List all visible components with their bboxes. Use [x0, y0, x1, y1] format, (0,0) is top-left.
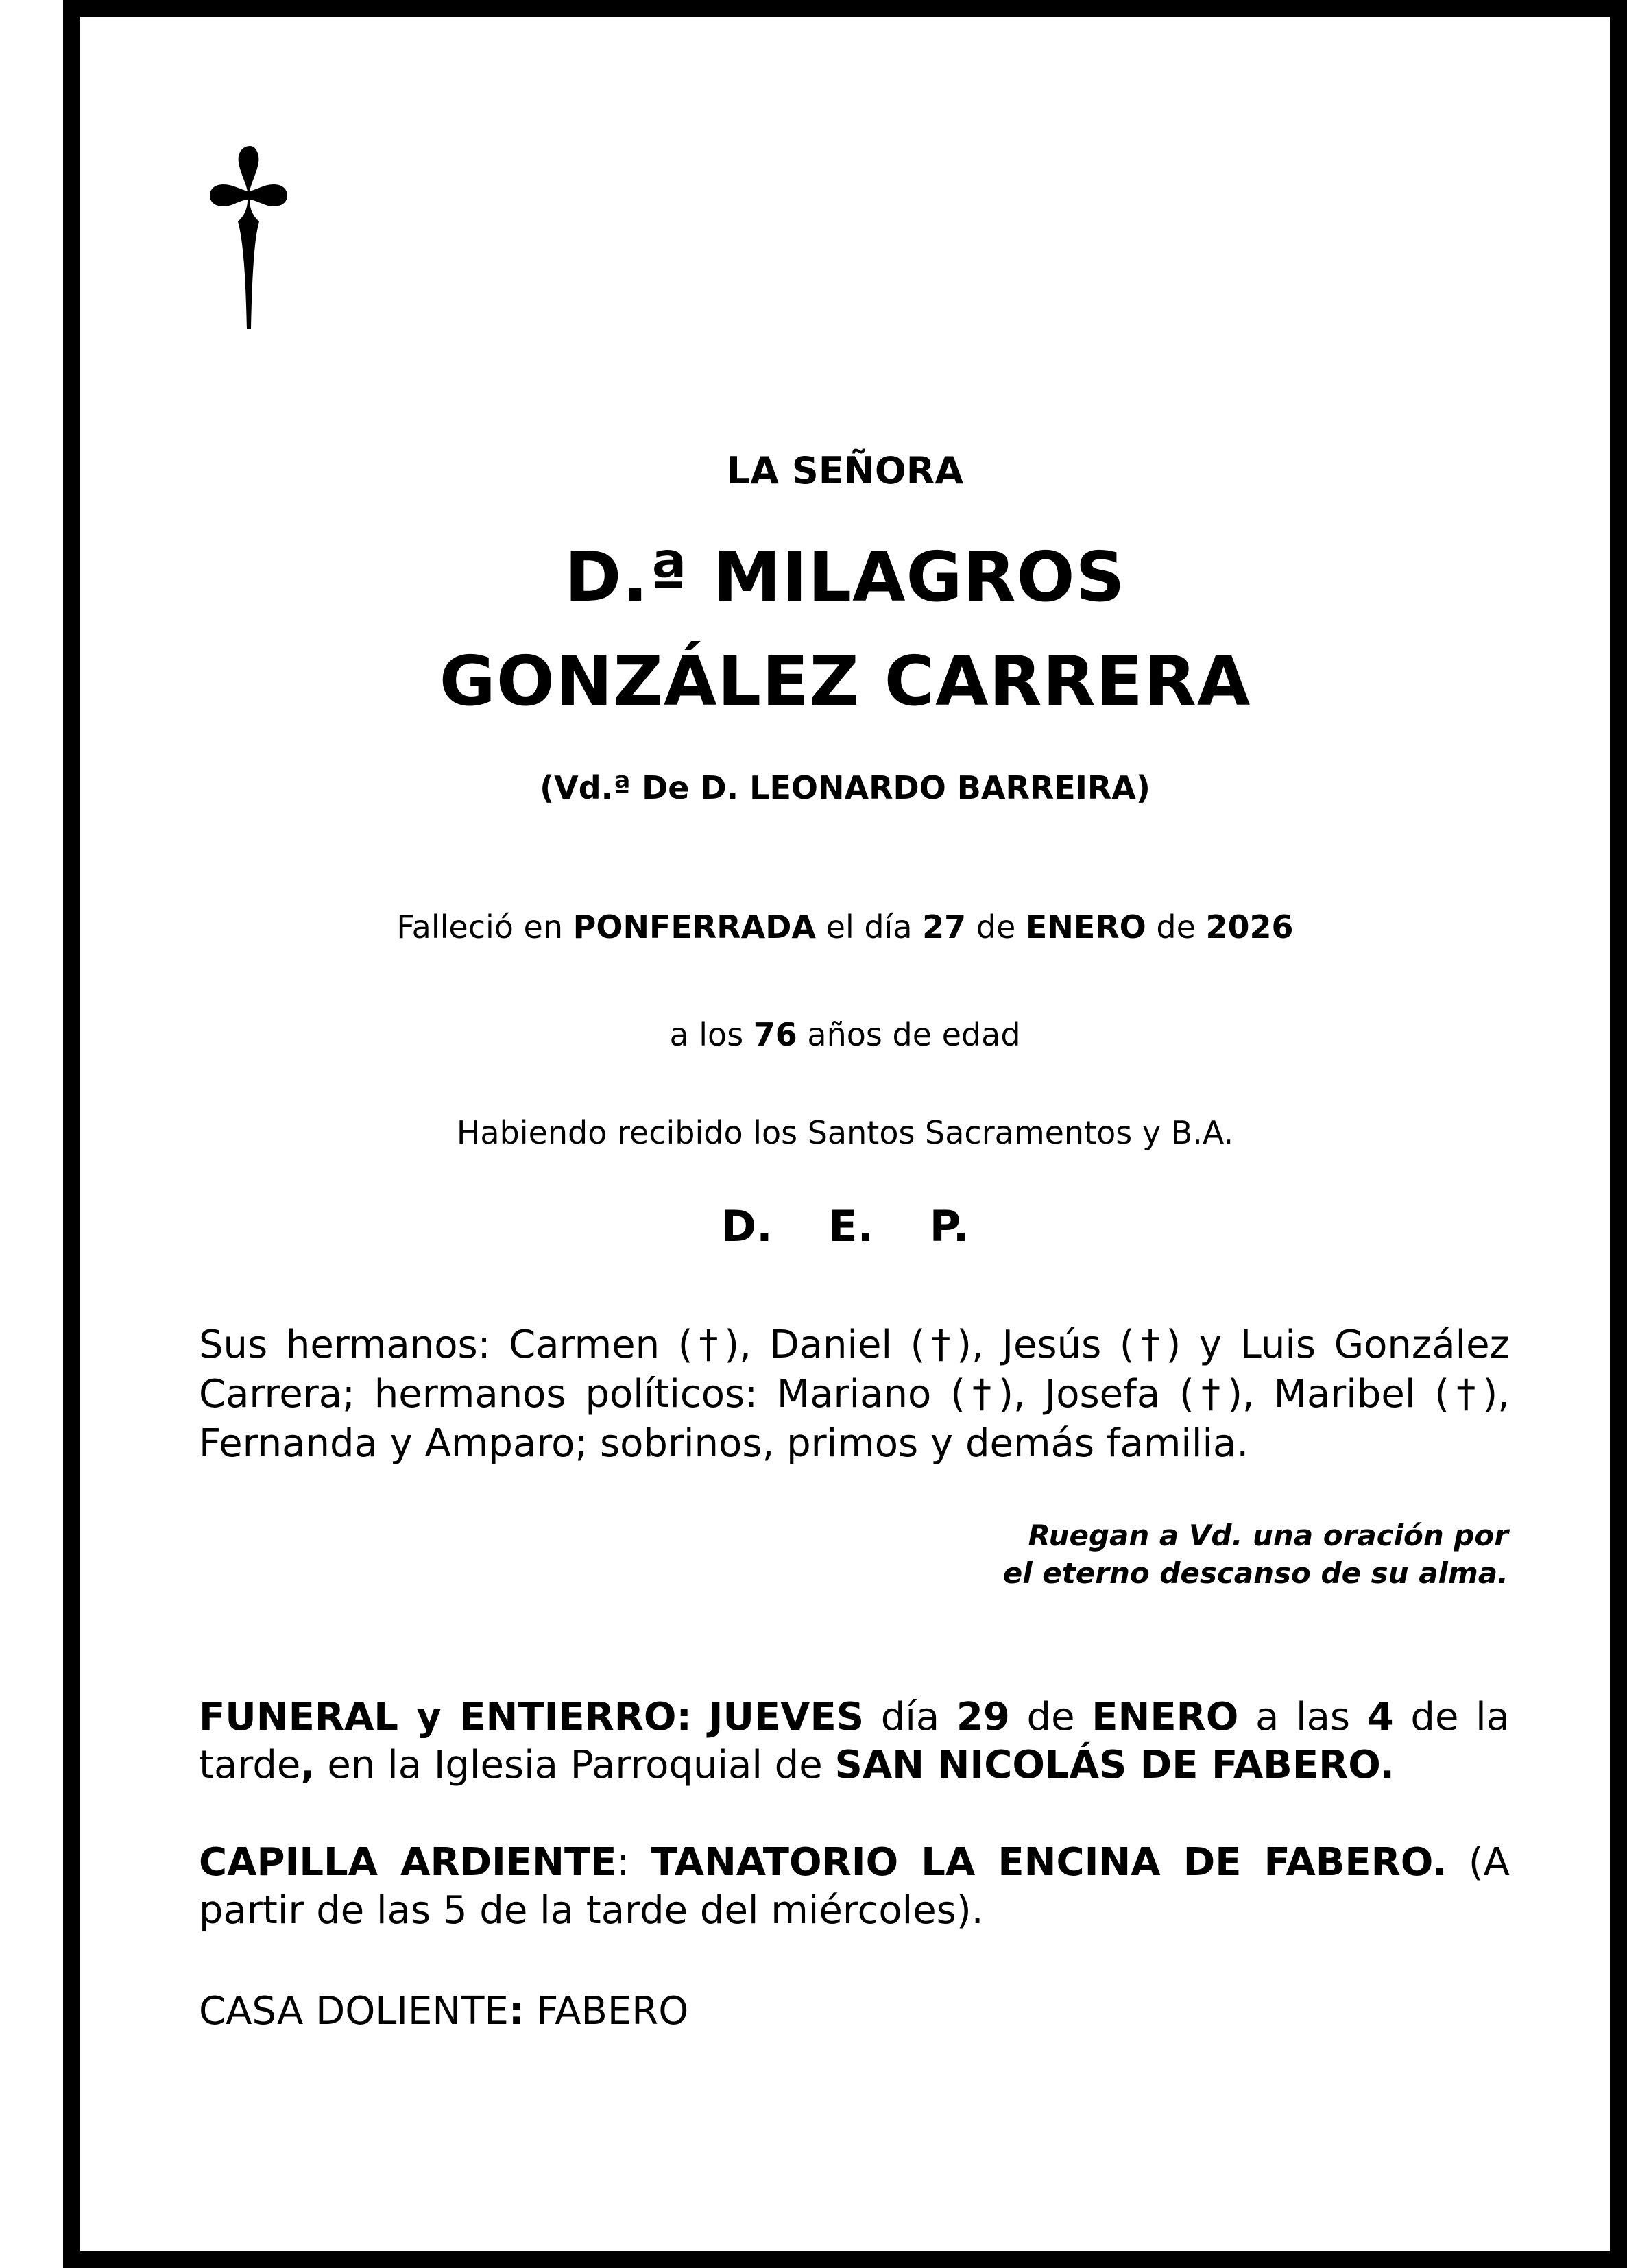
- death-text: el día: [816, 908, 923, 945]
- chapel-place: TANATORIO LA ENCINA DE FABERO.: [651, 1840, 1447, 1885]
- funeral-day: 29: [956, 1695, 1010, 1739]
- death-text: de: [1146, 908, 1206, 945]
- age-info: [80, 1016, 1610, 1053]
- border-left: [63, 0, 80, 2268]
- death-month: ENERO: [1025, 908, 1146, 945]
- funeral-weekday: JUEVES: [708, 1695, 865, 1739]
- death-place: PONFERRADA: [573, 908, 817, 945]
- house-label: CASA DOLIENTE: [199, 1989, 509, 2034]
- chapel-note: (A partir de las 5 de la tarde del miércoles).: [199, 1840, 1510, 1933]
- house-place: FABERO: [524, 1989, 689, 2034]
- funeral-hour: 4: [1366, 1695, 1394, 1739]
- border-bottom: [63, 2251, 1627, 2268]
- funeral-text: en la Iglesia Parroquial de: [315, 1743, 835, 1787]
- house-line: [199, 1987, 1510, 2036]
- family-paragraph: Sus hermanos: Carmen (†), Daniel (†), Jesús (†) y Luis González Carrera; hermanos políticos: Mariano (†), Josefa (†), Maribel (†), Fernanda y Amparo; sobrinos, primos y demás familia.: [199, 1323, 1510, 1466]
- deceased-name-line1: D.ª MILAGROS: [564, 537, 1126, 617]
- funeral-month: ENERO: [1092, 1695, 1239, 1739]
- chapel-label: CAPILLA ARDIENTE: [199, 1840, 617, 1885]
- age-years: 76: [753, 1016, 797, 1053]
- funeral-paragraph: [199, 1693, 1510, 1789]
- funeral-text: a las: [1238, 1695, 1367, 1739]
- prayer-line1: Ruegan a Vd. una oración por: [1028, 1519, 1508, 1552]
- age-text: a los: [669, 1016, 754, 1053]
- title-prefix: LA SEÑORA: [726, 449, 964, 492]
- funeral-comma: ,: [300, 1743, 315, 1787]
- chapel-paragraph: [199, 1839, 1510, 1935]
- funeral-text: día: [864, 1695, 956, 1739]
- prayer-request: [891, 1517, 1508, 1592]
- sacraments-line: Habiendo recibido los Santos Sacramentos y B.A.: [456, 1114, 1234, 1151]
- age-text: años de edad: [797, 1016, 1021, 1053]
- cross-icon: [206, 141, 295, 333]
- prayer-line2: el eterno descanso de su alma.: [1002, 1556, 1508, 1590]
- funeral-text: de la tarde: [199, 1695, 1510, 1787]
- deceased-name-line2: GONZÁLEZ CARRERA: [439, 641, 1251, 721]
- house-colon: :: [508, 1989, 525, 2034]
- funeral-label: FUNERAL y ENTIERRO:: [199, 1695, 692, 1739]
- funeral-church: SAN NICOLÁS DE FABERO.: [834, 1743, 1395, 1787]
- rip-abbreviation: D. E. P.: [721, 1201, 969, 1251]
- death-year: 2026: [1205, 908, 1294, 945]
- border-top: [63, 0, 1627, 17]
- widow-of: (Vd.ª De D. LEONARDO BARREIRA): [540, 769, 1150, 806]
- death-info: [80, 908, 1610, 945]
- chapel-colon: :: [616, 1840, 651, 1885]
- border-right: [1610, 0, 1627, 2268]
- funeral-text: de: [1009, 1695, 1092, 1739]
- death-text: de: [966, 908, 1026, 945]
- death-text: Falleció en: [396, 908, 573, 945]
- death-day: 27: [922, 908, 967, 945]
